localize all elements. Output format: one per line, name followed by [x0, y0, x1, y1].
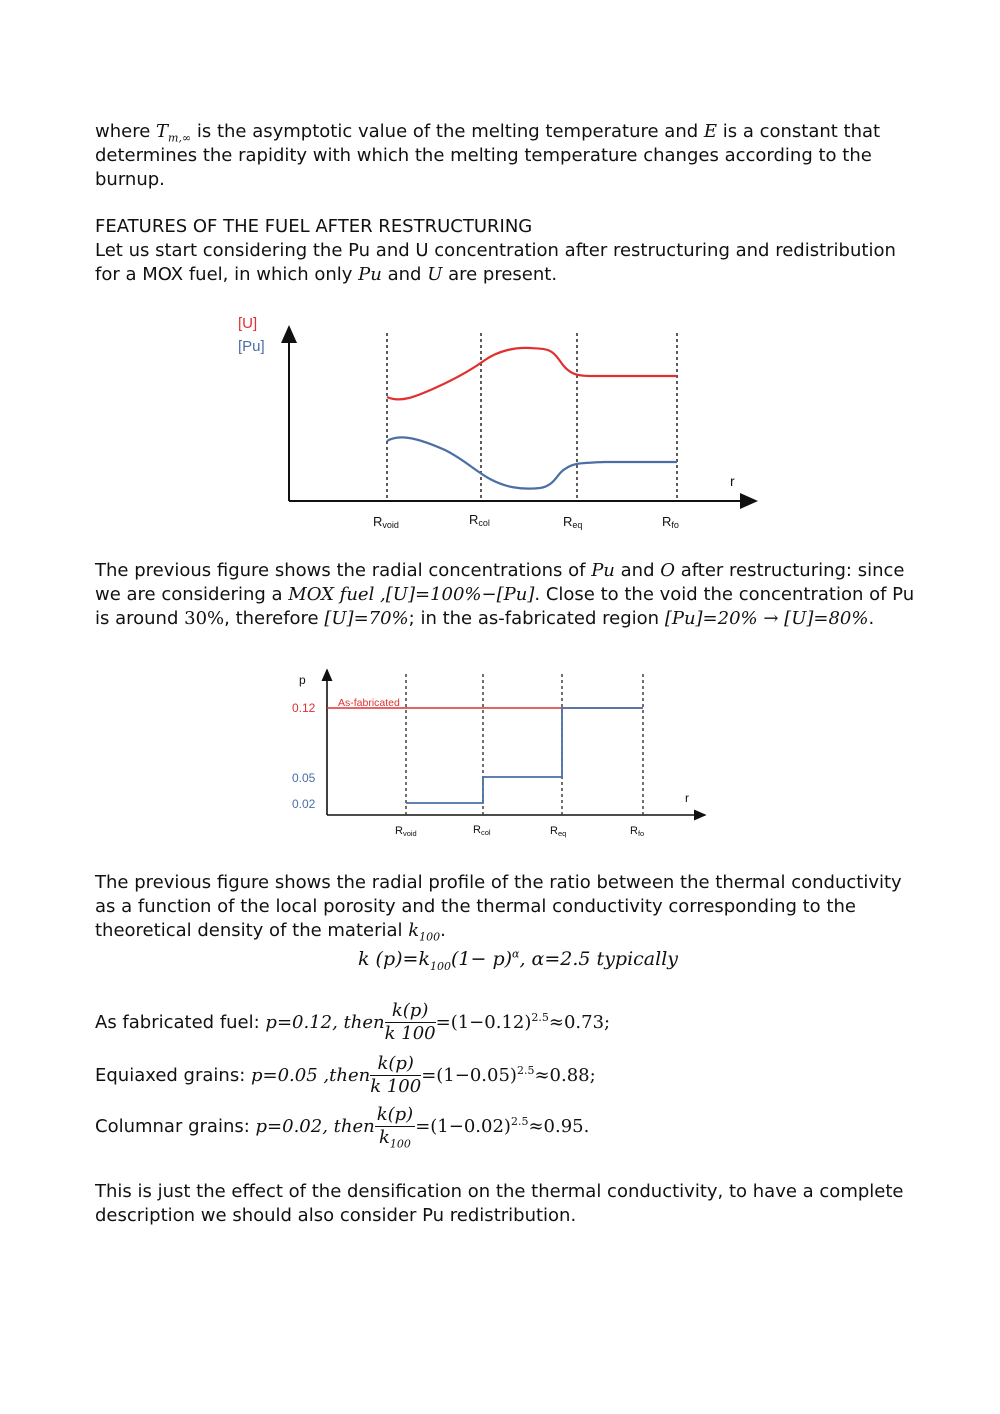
porosity-profile-line — [406, 708, 643, 803]
equation-result — [415, 1116, 589, 1137]
exponent: 2.5 — [510, 1115, 529, 1128]
tick-rcol: Rcol — [473, 824, 491, 837]
text: . Close to the void the concentration of Pu is around — [95, 584, 915, 629]
axis-label-p: p — [299, 673, 306, 687]
radius-tick-labels — [395, 824, 644, 838]
row-label: Columnar grains: — [95, 1116, 256, 1137]
text: Let us start considering the Pu and U concentration after restructuring and redistribution for a MOX fuel, in which only — [95, 240, 896, 285]
equation-prefix: p=0.12, then — [265, 1012, 385, 1033]
numerator: k(p) — [376, 1104, 414, 1125]
text: is the asymptotic value of the melting temperature and — [191, 121, 704, 142]
exponent: 2.5 — [516, 1064, 535, 1077]
text: k — [408, 920, 420, 941]
row-label: Equiaxed grains: — [95, 1065, 251, 1086]
text: , α=2.5 typically — [519, 948, 679, 970]
radius-guides — [406, 674, 643, 815]
fraction — [370, 1053, 421, 1098]
section-heading: FEATURES OF THE FUEL AFTER RESTRUCTURING — [95, 216, 533, 237]
radius-guides — [387, 333, 677, 501]
numerator: k(p) — [370, 1053, 421, 1076]
axis-label-r: r — [685, 791, 689, 805]
equation-result — [421, 1065, 595, 1086]
equation-u70: [U]=70% — [324, 608, 409, 629]
pu-concentration-curve — [387, 437, 677, 488]
concentration-chart — [230, 305, 770, 540]
text: where — [95, 121, 157, 142]
equation-result — [436, 1012, 610, 1033]
equation-mox: MOX fuel ,[U]=100%−[Pu] — [288, 584, 535, 605]
text: ≈0.88; — [534, 1065, 596, 1086]
paragraph-conductivity — [95, 871, 915, 943]
tick-req: Req — [550, 825, 567, 838]
paragraph-concentrations — [95, 559, 915, 631]
text: The previous figure shows the radial profile of the ratio between the thermal conductivity as a function of the local porosity and the thermal conductivity corresponding to the theoretical density of the material — [95, 872, 902, 941]
tick-rcol: Rcol — [469, 512, 490, 528]
symbol-o: O — [660, 560, 675, 581]
denominator: k 100 — [370, 1076, 422, 1097]
paragraph-intro — [95, 239, 915, 287]
symbol-tm — [156, 121, 192, 145]
text: . — [440, 920, 446, 941]
tick-rfo: Rfo — [662, 514, 679, 530]
y-tick-0-02: 0.02 — [292, 797, 316, 811]
symbol-k100 — [408, 920, 441, 944]
text: ; in the as-fabricated region — [408, 608, 665, 629]
symbol-pu: Pu — [591, 560, 615, 581]
equation-conductivity — [358, 947, 679, 973]
symbol-u: U — [427, 264, 443, 285]
as-fabricated-label: As-fabricated — [338, 697, 400, 709]
tick-rvoid: Rvoid — [373, 514, 399, 530]
text: T — [156, 121, 169, 142]
text: is a constant that determines the rapidity with which the melting temperature changes according to the burnup. — [95, 121, 881, 190]
tick-rfo: Rfo — [630, 825, 645, 838]
text: k (p)=k — [358, 948, 430, 970]
text: and — [614, 560, 661, 581]
text: . — [868, 608, 875, 629]
row-as-fabricated — [95, 1000, 610, 1045]
text: and — [381, 264, 428, 285]
text: =(1−0.02) — [415, 1116, 511, 1137]
figure-concentration — [230, 305, 770, 544]
subscript: 100 — [429, 959, 451, 973]
text: (1− p) — [450, 948, 513, 970]
fraction — [385, 1000, 436, 1045]
exponent: 2.5 — [531, 1011, 549, 1024]
fraction — [375, 1104, 415, 1149]
symbol-pu: Pu — [358, 264, 382, 285]
text: k — [379, 1127, 390, 1148]
tick-req: Req — [563, 514, 583, 530]
text: =(1−0.05) — [421, 1065, 517, 1086]
paragraph-densification: This is just the effect of the densification on the thermal conductivity, to have a complete description we should also consider Pu redistribution. — [95, 1181, 904, 1226]
symbol-e: E — [703, 121, 718, 142]
denominator — [375, 1127, 415, 1149]
equation-prefix: p=0.02, then — [255, 1116, 375, 1137]
numerator: k(p) — [385, 1000, 436, 1023]
text: after restructuring: since we are considering a — [95, 560, 905, 605]
row-label: As fabricated fuel: — [95, 1012, 266, 1033]
subscript: 100 — [419, 930, 441, 944]
axis-label-r: r — [730, 473, 735, 489]
legend-pu: [Pu] — [238, 338, 265, 355]
paragraph-melting-temperature — [95, 120, 915, 192]
denominator: k 100 — [384, 1023, 436, 1044]
text: , therefore — [224, 608, 325, 629]
legend-u: [U] — [238, 315, 258, 332]
text: =(1−0.12) — [435, 1012, 532, 1033]
tick-rvoid: Rvoid — [395, 825, 417, 838]
u-concentration-curve — [387, 348, 677, 400]
y-tick-0-05: 0.05 — [292, 771, 316, 785]
radius-tick-labels — [373, 512, 679, 530]
equation-asfab: [Pu]=20% → [U]=80% — [664, 608, 869, 629]
value-30: 30% — [184, 608, 225, 629]
text: ≈0.95. — [528, 1116, 590, 1137]
row-columnar — [95, 1104, 589, 1149]
text: ≈0.73; — [548, 1012, 611, 1033]
text: The previous figure shows the radial concentrations of — [95, 560, 592, 581]
subscript: 100 — [389, 1137, 411, 1151]
superscript: α — [512, 947, 520, 961]
subscript: m,∞ — [168, 131, 192, 145]
text: are present. — [442, 264, 558, 285]
figure-porosity — [285, 664, 715, 848]
y-tick-0-12: 0.12 — [292, 701, 316, 715]
row-equiaxed — [95, 1053, 596, 1098]
equation-prefix: p=0.05 ,then — [251, 1065, 371, 1086]
porosity-chart — [285, 664, 715, 844]
